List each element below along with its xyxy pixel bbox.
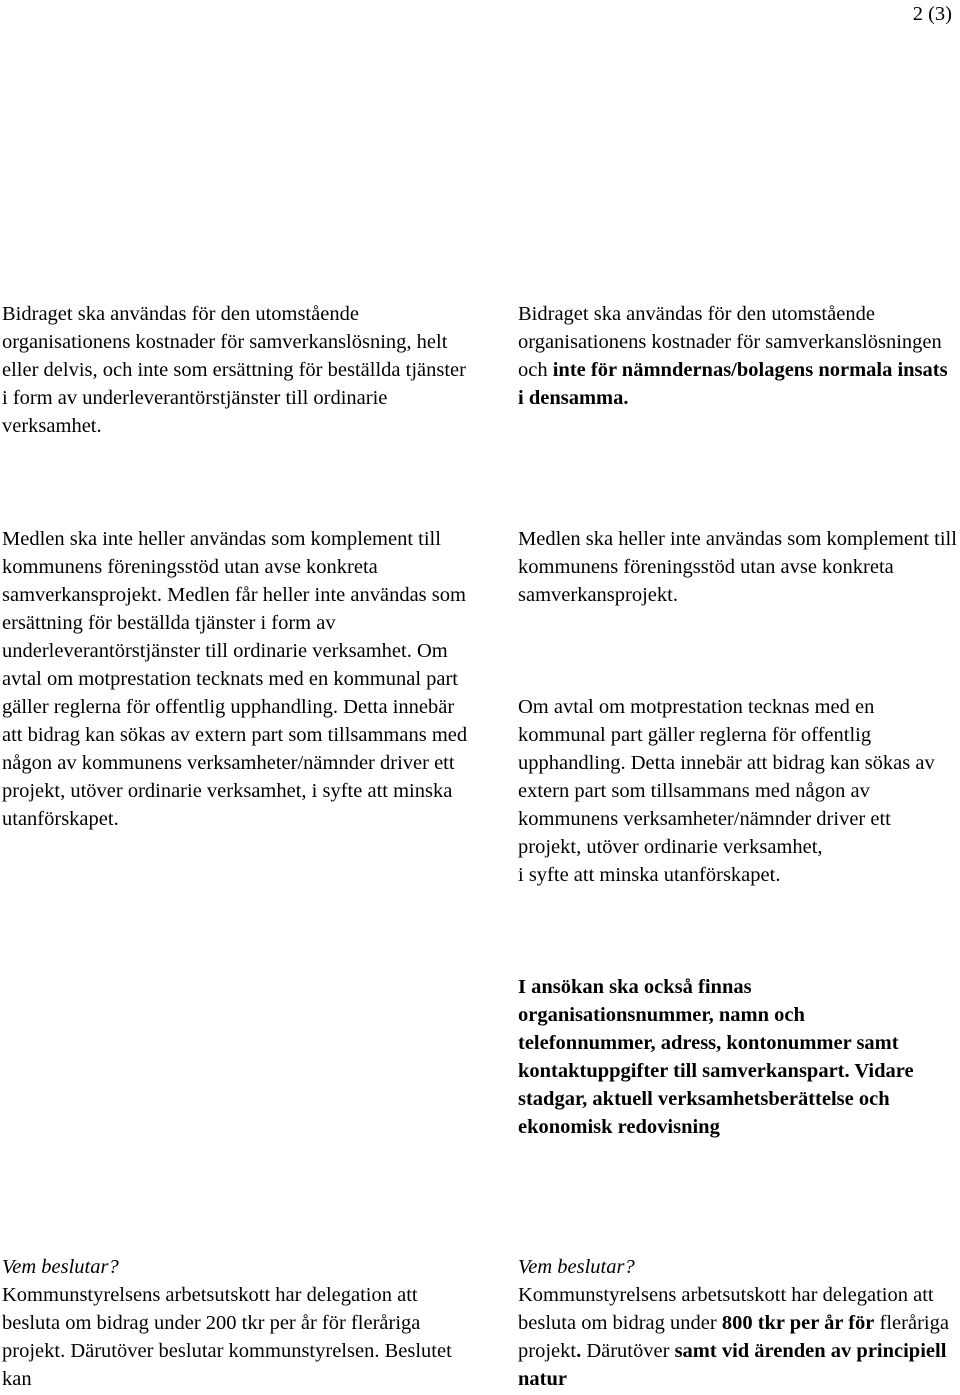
left-paragraph-1: Bidraget ska användas för den utomstående organisationens kostnader för samverkanslösning, helt eller delvis, och inte som ersättning för beställda tjänster i form av underleverantörstjänster till ordinarie verksamhet. — [2, 303, 466, 437]
right-paragraph-3-end: i syfte att minska utanförskapet. — [518, 864, 781, 886]
right-decision-text-3: Därutöver — [581, 1340, 675, 1362]
left-decision-heading: Vem beslutar? — [2, 1256, 119, 1278]
right-decision-heading: Vem beslutar? — [518, 1256, 635, 1278]
right-paragraph-2: Medlen ska heller inte användas som komplement till kommunens föreningsstöd utan avse konkreta samverkansprojekt. — [518, 528, 957, 606]
left-paragraph-2: Medlen ska inte heller användas som komplement till kommunens föreningsstöd utan avse konkreta samverkansprojekt. Medlen får heller inte användas som ersättning för beställda tjänster i form av underleverantörstjänster till ordinarie verksamhet. Om avtal om motprestation tecknats med en kommunal part gäller reglerna för offentlig upphandling. Detta innebär att bidrag kan sökas av extern part som tillsammans med någon av kommunens verksamheter/nämnder driver ett projekt, utöver ordinarie verksamhet, i syfte att minska utanförskapet. — [2, 528, 468, 830]
right-decision-text-1: Kommunstyrelsens arbetsutskott har delegation att besluta om bidrag under — [518, 1284, 934, 1334]
page-number: 2 (3) — [912, 3, 952, 25]
left-decision-section — [2, 1253, 472, 1393]
left-decision-text: Kommunstyrelsens arbetsutskott har delegation att besluta om bidrag under 200 tkr per år för fleråriga projekt. Därutöver beslutar kommunstyrelsen. Beslutet kan — [2, 1284, 452, 1390]
right-decision-bold-3: samt vid ärenden av principiell natur — [518, 1340, 947, 1390]
right-paragraph-1-bold: inte för nämndernas/bolagens normala insats i densamma. — [518, 359, 948, 409]
right-decision-bold-1: 800 tkr per år för — [721, 1312, 875, 1334]
right-application-requirements-text: I ansökan ska också finnas organisationsnummer, namn och telefonnummer, adress, kontonummer samt kontaktuppgifter till samverkanspart. Vidare stadgar, aktuell verksamhetsberättelse och ekonomisk redovisning — [518, 976, 914, 1138]
right-decision-section — [518, 1253, 958, 1393]
right-decision-text — [518, 1281, 958, 1393]
right-paragraph-1-normal: Bidraget ska användas för den utomstående organisationens kostnader för samverkanslösningen och — [518, 303, 942, 381]
right-decision-text-2: fleråriga projekt — [518, 1312, 949, 1362]
right-paragraph-3-main: Om avtal om motprestation tecknas med en kommunal part gäller reglerna för offentlig upphandling. Detta innebär att bidrag kan sökas av extern part som tillsammans med någon av kommunens verksamheter/nämnder driver ett projekt, utöver ordinarie verksamhet, — [518, 696, 935, 858]
right-paragraph-3 — [518, 693, 958, 889]
right-paragraph-1 — [518, 300, 958, 412]
right-application-requirements — [518, 973, 938, 1141]
right-decision-bold-2: . — [576, 1340, 582, 1362]
